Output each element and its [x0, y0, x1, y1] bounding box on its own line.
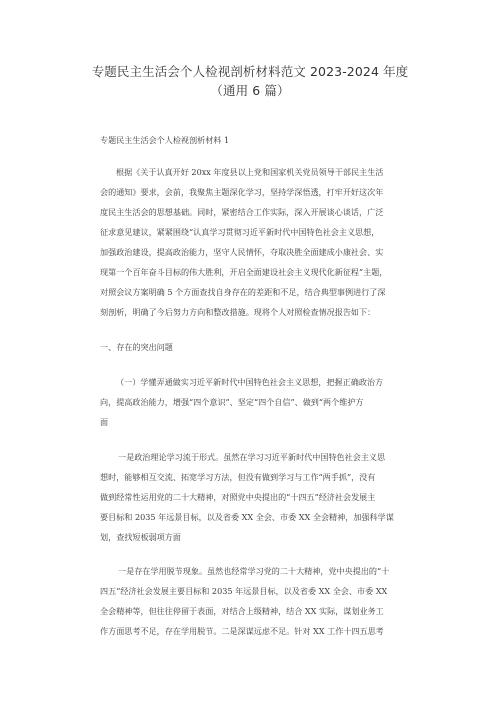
- document-title: [40, 62, 460, 100]
- section-subtitle: 专题民主生活会个人检视剖析材料 1: [100, 135, 230, 145]
- paragraph-line: 刻剖析，明确了今后努力方向和整改措施。现将个人对照检查情况报告如下：: [100, 307, 376, 317]
- title-line-1: 专题民主生活会个人检视剖析材料范文 2023-2024 年度: [91, 64, 409, 79]
- paragraph-line: 一是存在学用脱节现象。虽然也经常学习党的二十大精神，党中央提出的“十: [118, 566, 390, 576]
- paragraph-line: 四五”经济社会发展主要目标和 2035 年远景目标，以及省委 XX 全会、市委 XX: [100, 586, 388, 596]
- subsection-line: 面: [100, 417, 109, 427]
- paragraph-line: 要目标和 2035 年远景目标，以及省委 XX 全会、市委 XX 全会精神，加强科学谋: [100, 512, 394, 522]
- paragraph-line: 征求意见建议，紧紧围绕“认真学习贯彻习近平新时代中国特色社会主义思想，: [100, 227, 380, 237]
- paragraph-line: 一是政治理论学习流于形式。虽然在学习习近平新时代中国特色社会主义思: [118, 452, 386, 462]
- subsection-line: （一）学懂弄通做实习近平新时代中国特色社会主义思想，把握正确政治方: [116, 377, 384, 387]
- title-line-2: （通用 6 篇）: [210, 83, 290, 98]
- paragraph-line: 会的通知》要求，会前，我聚焦主题深化学习，坚持学深悟透，打牢开好这次年: [100, 187, 384, 197]
- section-heading: 一、存在的突出问题: [100, 342, 173, 352]
- paragraph-line: 做到经常性运用党的二十大精神，对照党中央提出的“十四五”经济社会发展主: [100, 492, 376, 502]
- paragraph-line: 想时，能够相互交流、拓宽学习方法，但没有做到学习与工作“两手抓”，没有: [100, 472, 376, 482]
- paragraph-line: 作方面思考不足，存在学用脱节。二是深谋远虑不足。针对 XX 工作十四五思考: [100, 626, 384, 636]
- paragraph-line: 根据《关于认真开好 20xx 年度县以上党和国家机关党员领导干部民主生活: [116, 167, 384, 177]
- paragraph-line: 全会精神等，但往往停留于表面，对结合上级精神，结合 XX 实际，谋划业务工: [100, 606, 384, 616]
- paragraph-line: 现第一个百年奋斗目标的伟大胜利，开启全面建设社会主义现代化新征程”主题，: [100, 267, 388, 277]
- paragraph-line: 度民主生活会的思想基础。同时，紧密结合工作实际，深入开展谈心谈话，广泛: [100, 207, 384, 217]
- paragraph-line: 加强政治建设，提高政治能力，坚守人民情怀，夺取决胜全面建成小康社会、实: [100, 247, 384, 257]
- subsection-line: 向，提高政治能力，增强“四个意识”、坚定“四个自信”、做到“两个维护方: [100, 397, 364, 407]
- paragraph-line: 对照会议方案明确 5 个方面查找自身存在的差距和不足，结合典型事例进行了深: [100, 287, 386, 297]
- paragraph-line: 划，查找短板弱项方面: [100, 532, 181, 542]
